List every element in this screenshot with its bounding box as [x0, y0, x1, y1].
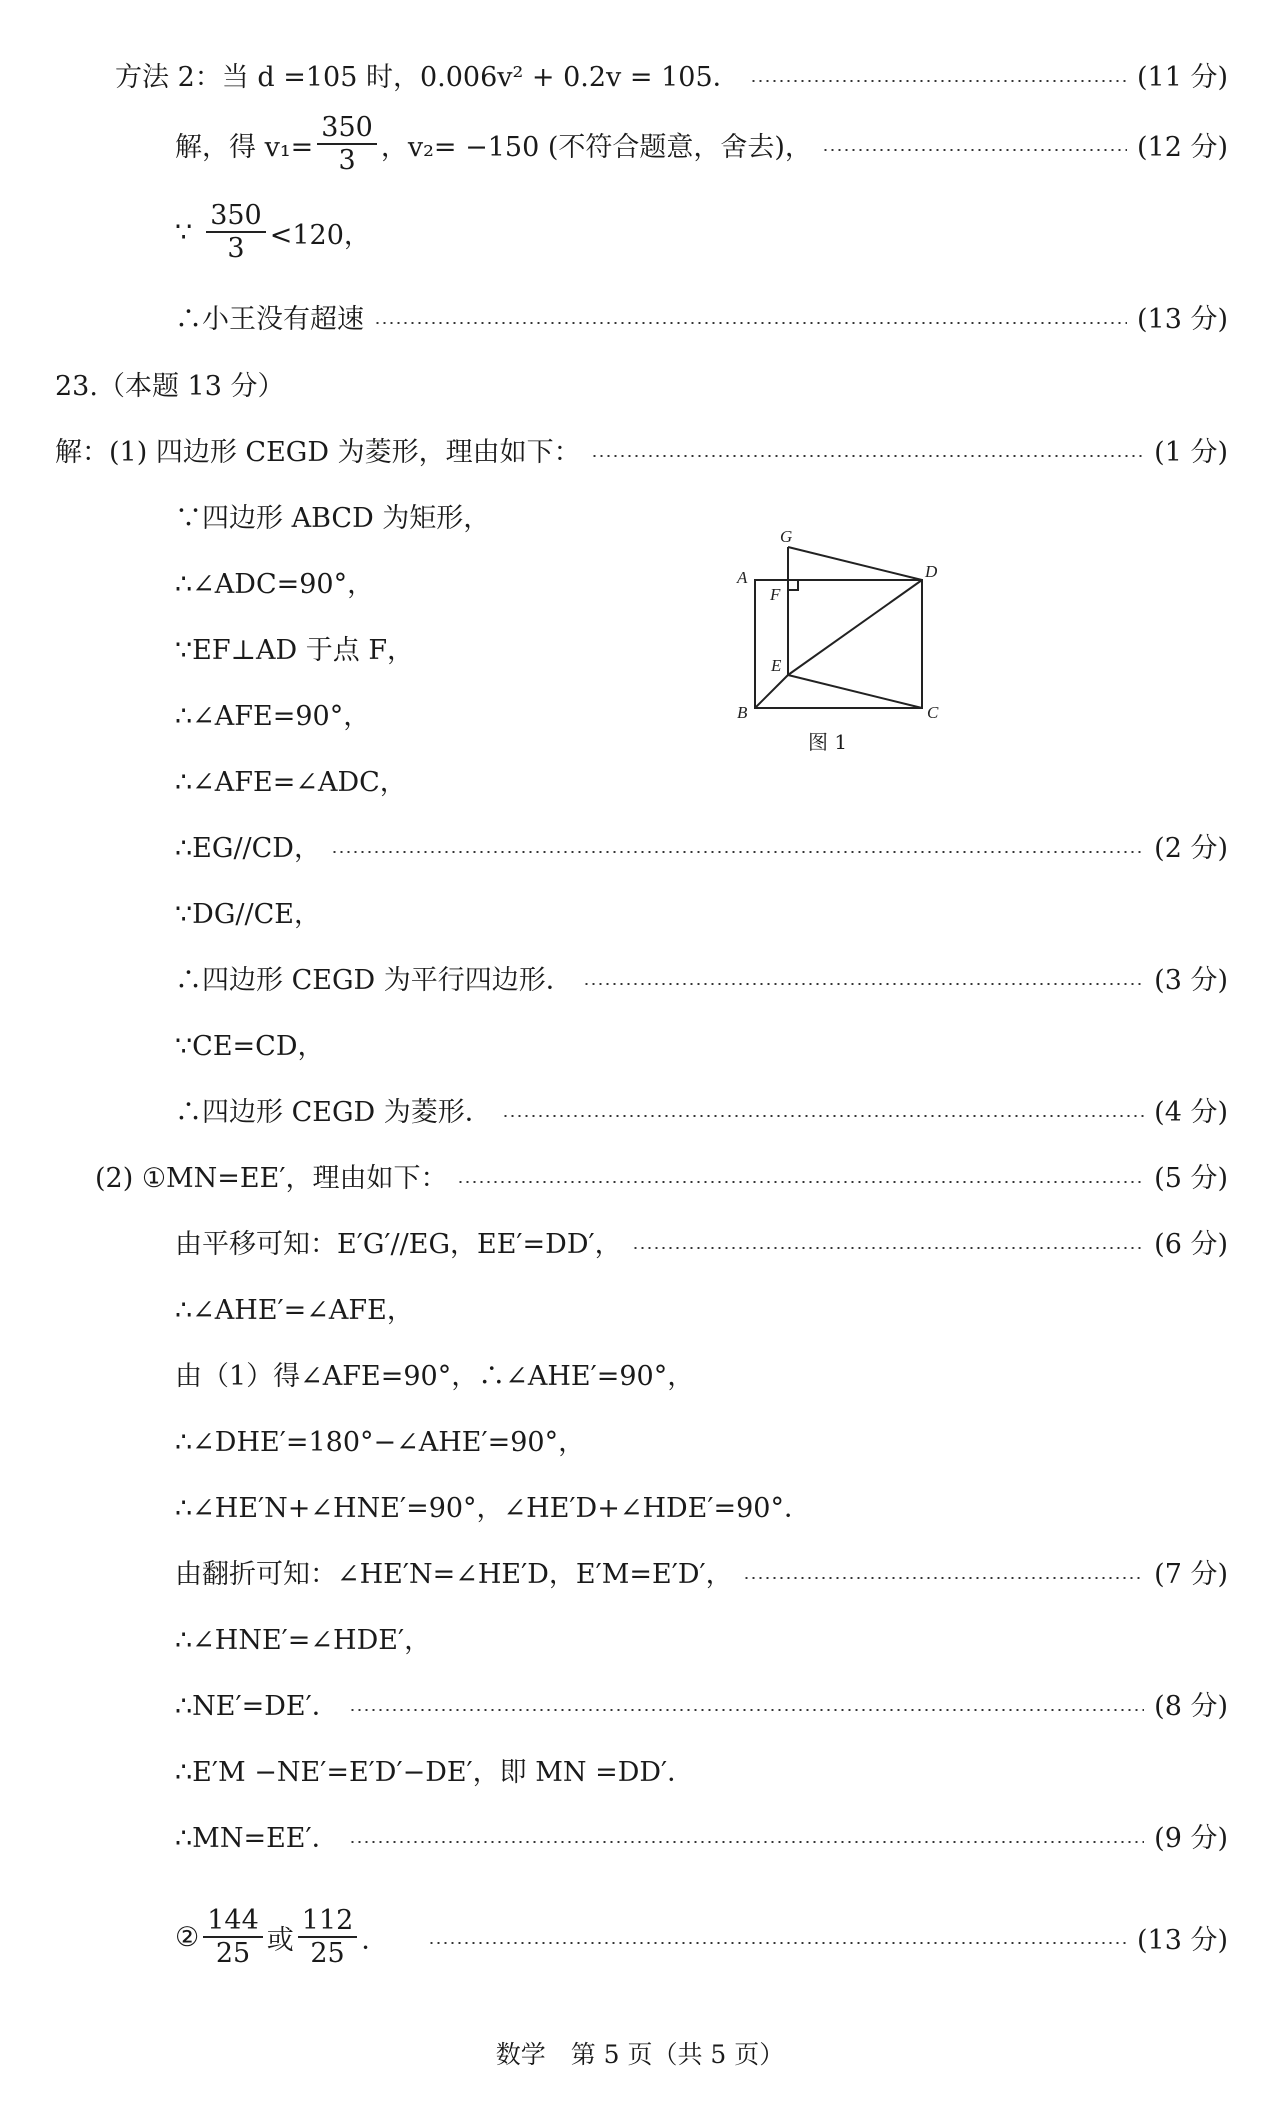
circled-number: ② [175, 1921, 200, 1953]
answer-line [0, 1156, 1280, 1195]
segment-be [755, 675, 788, 708]
dot-leader [349, 1841, 1145, 1843]
line-text: ∵四边形 ABCD 为矩形， [175, 503, 491, 534]
line-text: ∴∠AFE=∠ADC， [175, 767, 407, 798]
line-text: 或 [266, 1924, 294, 1956]
line-text: 解，得 v₁= [175, 131, 314, 163]
line-text: 由（1）得∠AFE=90°，∴∠AHE′=90°， [175, 1361, 695, 1392]
line-text: ∵CE=CD， [175, 1031, 325, 1062]
fraction-denominator: 3 [227, 233, 245, 265]
answer-line [0, 200, 1280, 264]
label-c: C [927, 703, 939, 722]
line-text: 由翻折可知：∠HE′N=∠HE′D，E′M=E′D′， [175, 1559, 733, 1590]
label-d: D [925, 562, 938, 581]
figure-caption: 图 1 [808, 730, 848, 754]
answer-line [0, 55, 1280, 94]
answer-line [0, 297, 1280, 336]
fraction [206, 200, 266, 264]
answer-line [0, 628, 1280, 667]
fraction-denominator: 3 [338, 145, 356, 177]
answer-line [0, 1486, 1280, 1525]
line-text: ∴NE′=DE′． [175, 1691, 339, 1722]
line-text: ∴小王没有超速 [175, 304, 364, 335]
line-text: ∴∠AHE′=∠AFE， [175, 1295, 414, 1326]
line-text: ∴∠HNE′=∠HDE′， [175, 1625, 432, 1656]
label-e: E [771, 656, 782, 675]
answer-line [0, 1090, 1280, 1129]
label-b: B [737, 703, 748, 722]
line-text: ∵EF⊥AD 于点 F， [175, 635, 415, 666]
answer-line [0, 1024, 1280, 1063]
dot-leader [331, 851, 1144, 853]
line-text: ． [361, 1924, 389, 1956]
score-label: (5 分) [1154, 1163, 1228, 1194]
score-label: (6 分) [1154, 1229, 1228, 1260]
line-text: ∴∠AFE=90°， [175, 701, 371, 732]
answer-line [0, 694, 1280, 733]
fraction-numerator: 350 [206, 200, 266, 233]
fraction-denominator: 25 [310, 1938, 345, 1970]
answer-line [0, 430, 1280, 469]
fraction [298, 1905, 358, 1969]
label-g: G [780, 527, 793, 546]
line-text: 方法 2：当 d =105 时，0.006v² + 0.2v = 105． [115, 62, 740, 93]
line-text: 解：(1) 四边形 CEGD 为菱形，理由如下： [55, 437, 581, 468]
answer-line [0, 496, 1280, 535]
answer-line [0, 562, 1280, 601]
line-text: ∴四边形 CEGD 为菱形． [175, 1097, 492, 1128]
question-header [0, 364, 1280, 403]
dot-leader [750, 80, 1127, 82]
dot-leader [457, 1181, 1144, 1183]
answer-line [0, 1618, 1280, 1657]
score-label: (13 分) [1136, 304, 1228, 335]
answer-line [0, 1905, 1280, 1969]
line-text: ∴E′M −NE′=E′D′−DE′，即 MN =DD′． [175, 1757, 695, 1788]
dot-leader [349, 1709, 1144, 1711]
dot-leader [502, 1115, 1144, 1117]
dot-leader [583, 983, 1144, 985]
answer-line [0, 958, 1280, 997]
answer-line [0, 826, 1280, 865]
line-text: ∴四边形 CEGD 为平行四边形． [175, 965, 573, 996]
line-text: ∴∠DHE′=180°−∠AHE′=90°， [175, 1427, 586, 1458]
score-label: (1 分) [1154, 437, 1228, 468]
line-text: ∴MN=EE′． [175, 1823, 339, 1854]
right-angle-marker [788, 580, 798, 590]
label-a: A [737, 568, 748, 587]
fraction [203, 1905, 263, 1969]
answer-line [0, 1552, 1280, 1591]
answer-line [0, 1222, 1280, 1261]
score-label: (2 分) [1154, 833, 1228, 864]
line-text: 23.（本题 13 分） [55, 371, 285, 402]
score-label: (12 分) [1136, 131, 1228, 163]
line-text: ∵DG//CE， [175, 899, 321, 930]
dot-leader [428, 1942, 1127, 1944]
dot-leader [632, 1247, 1145, 1249]
line-text: <120， [269, 219, 371, 251]
fraction-denominator: 25 [215, 1938, 251, 1970]
dot-leader [591, 455, 1145, 457]
segment-gd [788, 547, 922, 580]
line-text: ∴∠HE′N+∠HNE′=90°，∠HE′D+∠HDE′=90°． [175, 1493, 811, 1524]
answer-line [0, 1750, 1280, 1789]
line-text: ，v₂= −150 (不符合题意，舍去)， [380, 131, 812, 163]
because-symbol: ∵ [175, 216, 193, 248]
score-label: (7 分) [1154, 1559, 1228, 1590]
fraction-numerator: 112 [298, 1905, 358, 1938]
score-label: (9 分) [1154, 1823, 1228, 1854]
answer-line [0, 1816, 1280, 1855]
score-label: (11 分) [1136, 62, 1228, 93]
score-label: (13 分) [1136, 1924, 1228, 1956]
fraction-numerator: 144 [203, 1905, 263, 1938]
answer-line [0, 112, 1280, 176]
line-text: ∴EG//CD， [175, 833, 321, 864]
score-label: (4 分) [1154, 1097, 1228, 1128]
fraction-numerator: 350 [317, 112, 377, 145]
page-footer: 数学 第 5 页（共 5 页） [495, 2040, 785, 2069]
line-text: (2) ①MN=EE′，理由如下： [95, 1163, 448, 1194]
answer-line [0, 1684, 1280, 1723]
score-label: (8 分) [1154, 1691, 1228, 1722]
fraction [317, 112, 377, 176]
answer-line [0, 760, 1280, 799]
line-text: 由平移可知：E′G′//EG，EE′=DD′， [175, 1229, 622, 1260]
answer-line [0, 1420, 1280, 1459]
segment-de [788, 580, 922, 675]
score-label: (3 分) [1154, 965, 1228, 996]
label-f: F [770, 585, 781, 604]
dot-leader [743, 1577, 1145, 1579]
answer-line [0, 892, 1280, 931]
line-text: ∴∠ADC=90°， [175, 569, 375, 600]
answer-line [0, 1288, 1280, 1327]
segment-ec [788, 675, 922, 708]
dot-leader [374, 322, 1127, 324]
answer-line [0, 1354, 1280, 1393]
dot-leader [822, 149, 1127, 151]
